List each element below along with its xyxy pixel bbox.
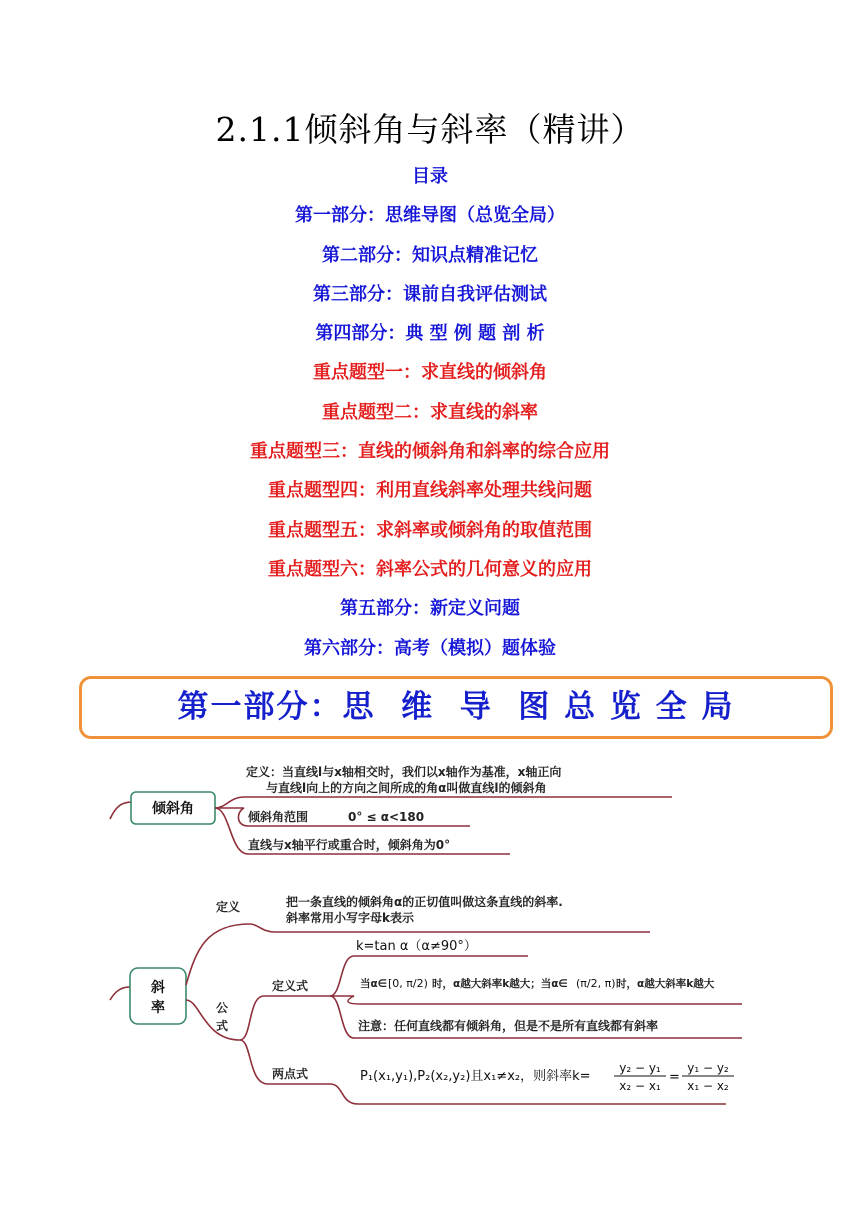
toc-item[interactable]: 重点题型六：斜率公式的几何意义的应用 bbox=[268, 558, 592, 580]
connector-line bbox=[330, 956, 528, 996]
toc-item[interactable]: 第六部分：高考（模拟）题体验 bbox=[304, 637, 556, 659]
page-title: 2.1.1倾斜角与斜率（精讲） bbox=[215, 110, 645, 149]
two-point-condition: P₁(x₁,y₁),P₂(x₂,y₂)且x₁≠x₂，则斜率k= bbox=[360, 1069, 591, 1084]
definition-formula-label: 定义式 bbox=[272, 979, 309, 993]
slope-definition-label: 定义 bbox=[216, 900, 241, 914]
toc-item[interactable]: 第四部分：典 型 例 题 剖 析 bbox=[315, 323, 545, 345]
slope-monotonic-interval2: (π/2, π) bbox=[576, 977, 616, 990]
slope-node-char1: 斜 bbox=[151, 980, 165, 996]
connector-line bbox=[240, 996, 330, 1040]
slope-monotonic-interval1: [0, π/2) bbox=[388, 977, 428, 990]
connector-line bbox=[186, 1000, 240, 1040]
connector-line bbox=[186, 924, 250, 985]
mindmap-inclination bbox=[110, 764, 672, 854]
toc-item[interactable]: 重点题型二：求直线的斜率 bbox=[322, 401, 538, 423]
connector-line bbox=[110, 987, 130, 1000]
toc-item[interactable]: 第二部分：知识点精准记忆 bbox=[322, 244, 538, 266]
toc-heading: 目录 bbox=[412, 166, 448, 187]
inclination-range-value: 0° ≤ α<180 bbox=[348, 810, 425, 824]
slope-monotonic-text2: 时，α越大斜率k越大；当α∈ bbox=[432, 978, 568, 990]
slope-note: 注意：任何直线都有倾斜角，但是不是所有直线都有斜率 bbox=[358, 1019, 659, 1033]
connector-line bbox=[250, 924, 650, 932]
connector-line bbox=[215, 797, 672, 808]
connector-line bbox=[330, 996, 742, 1004]
slope-definition-line1: 把一条直线的倾斜角α的正切值叫做这条直线的斜率. bbox=[286, 895, 563, 909]
toc-item[interactable]: 重点题型三：直线的倾斜角和斜率的综合应用 bbox=[250, 441, 610, 463]
fraction2-denominator: x₁ − x₂ bbox=[687, 1079, 729, 1093]
slope-monotonic-text1: 当α∈ bbox=[360, 978, 388, 990]
fraction1-numerator: y₂ − y₁ bbox=[619, 1061, 661, 1075]
formula-branch-char1: 公 bbox=[216, 1001, 229, 1015]
toc-item[interactable]: 重点题型一：求直线的倾斜角 bbox=[313, 362, 547, 384]
slope-def-formula: k=tan α（α≠90°） bbox=[356, 939, 477, 954]
section-banner-title: 第一部分：思 维 导 图 总 览 全 局 bbox=[177, 689, 735, 725]
slope-monotonic-text3: 时，α越大斜率k越大 bbox=[616, 978, 715, 990]
slope-node-char2: 率 bbox=[151, 1000, 165, 1016]
fraction2-numerator: y₁ − y₂ bbox=[687, 1061, 729, 1075]
connector-line bbox=[110, 802, 132, 819]
toc-item[interactable]: 第五部分：新定义问题 bbox=[340, 598, 520, 620]
equals-sign: = bbox=[669, 1070, 680, 1085]
inclination-definition-line1: 定义：当直线l与x轴相交时，我们以x轴作为基准，x轴正向 bbox=[246, 765, 562, 779]
inclination-range-label: 倾斜角范围 bbox=[248, 810, 309, 824]
toc-item[interactable]: 重点题型五：求斜率或倾斜角的取值范围 bbox=[268, 519, 592, 541]
toc-item[interactable]: 第一部分：思维导图（总览全局） bbox=[295, 205, 565, 227]
mindmap-slope bbox=[110, 894, 742, 1104]
formula-branch-char2: 式 bbox=[216, 1019, 229, 1033]
inclination-parallel-note: 直线与x轴平行或重合时，倾斜角为0° bbox=[248, 838, 451, 852]
fraction1-denominator: x₂ − x₁ bbox=[619, 1079, 661, 1093]
inclination-definition-line2: 与直线l向上的方向之间所成的角α叫做直线l的倾斜角 bbox=[266, 781, 547, 795]
inclination-node: 倾斜角 bbox=[152, 801, 194, 817]
toc-item[interactable]: 第三部分：课前自我评估测试 bbox=[313, 283, 547, 305]
slope-definition-line2: 斜率常用小写字母k表示 bbox=[286, 911, 414, 925]
toc-item[interactable]: 重点题型四：利用直线斜率处理共线问题 bbox=[268, 480, 592, 502]
two-point-label: 两点式 bbox=[272, 1067, 309, 1081]
